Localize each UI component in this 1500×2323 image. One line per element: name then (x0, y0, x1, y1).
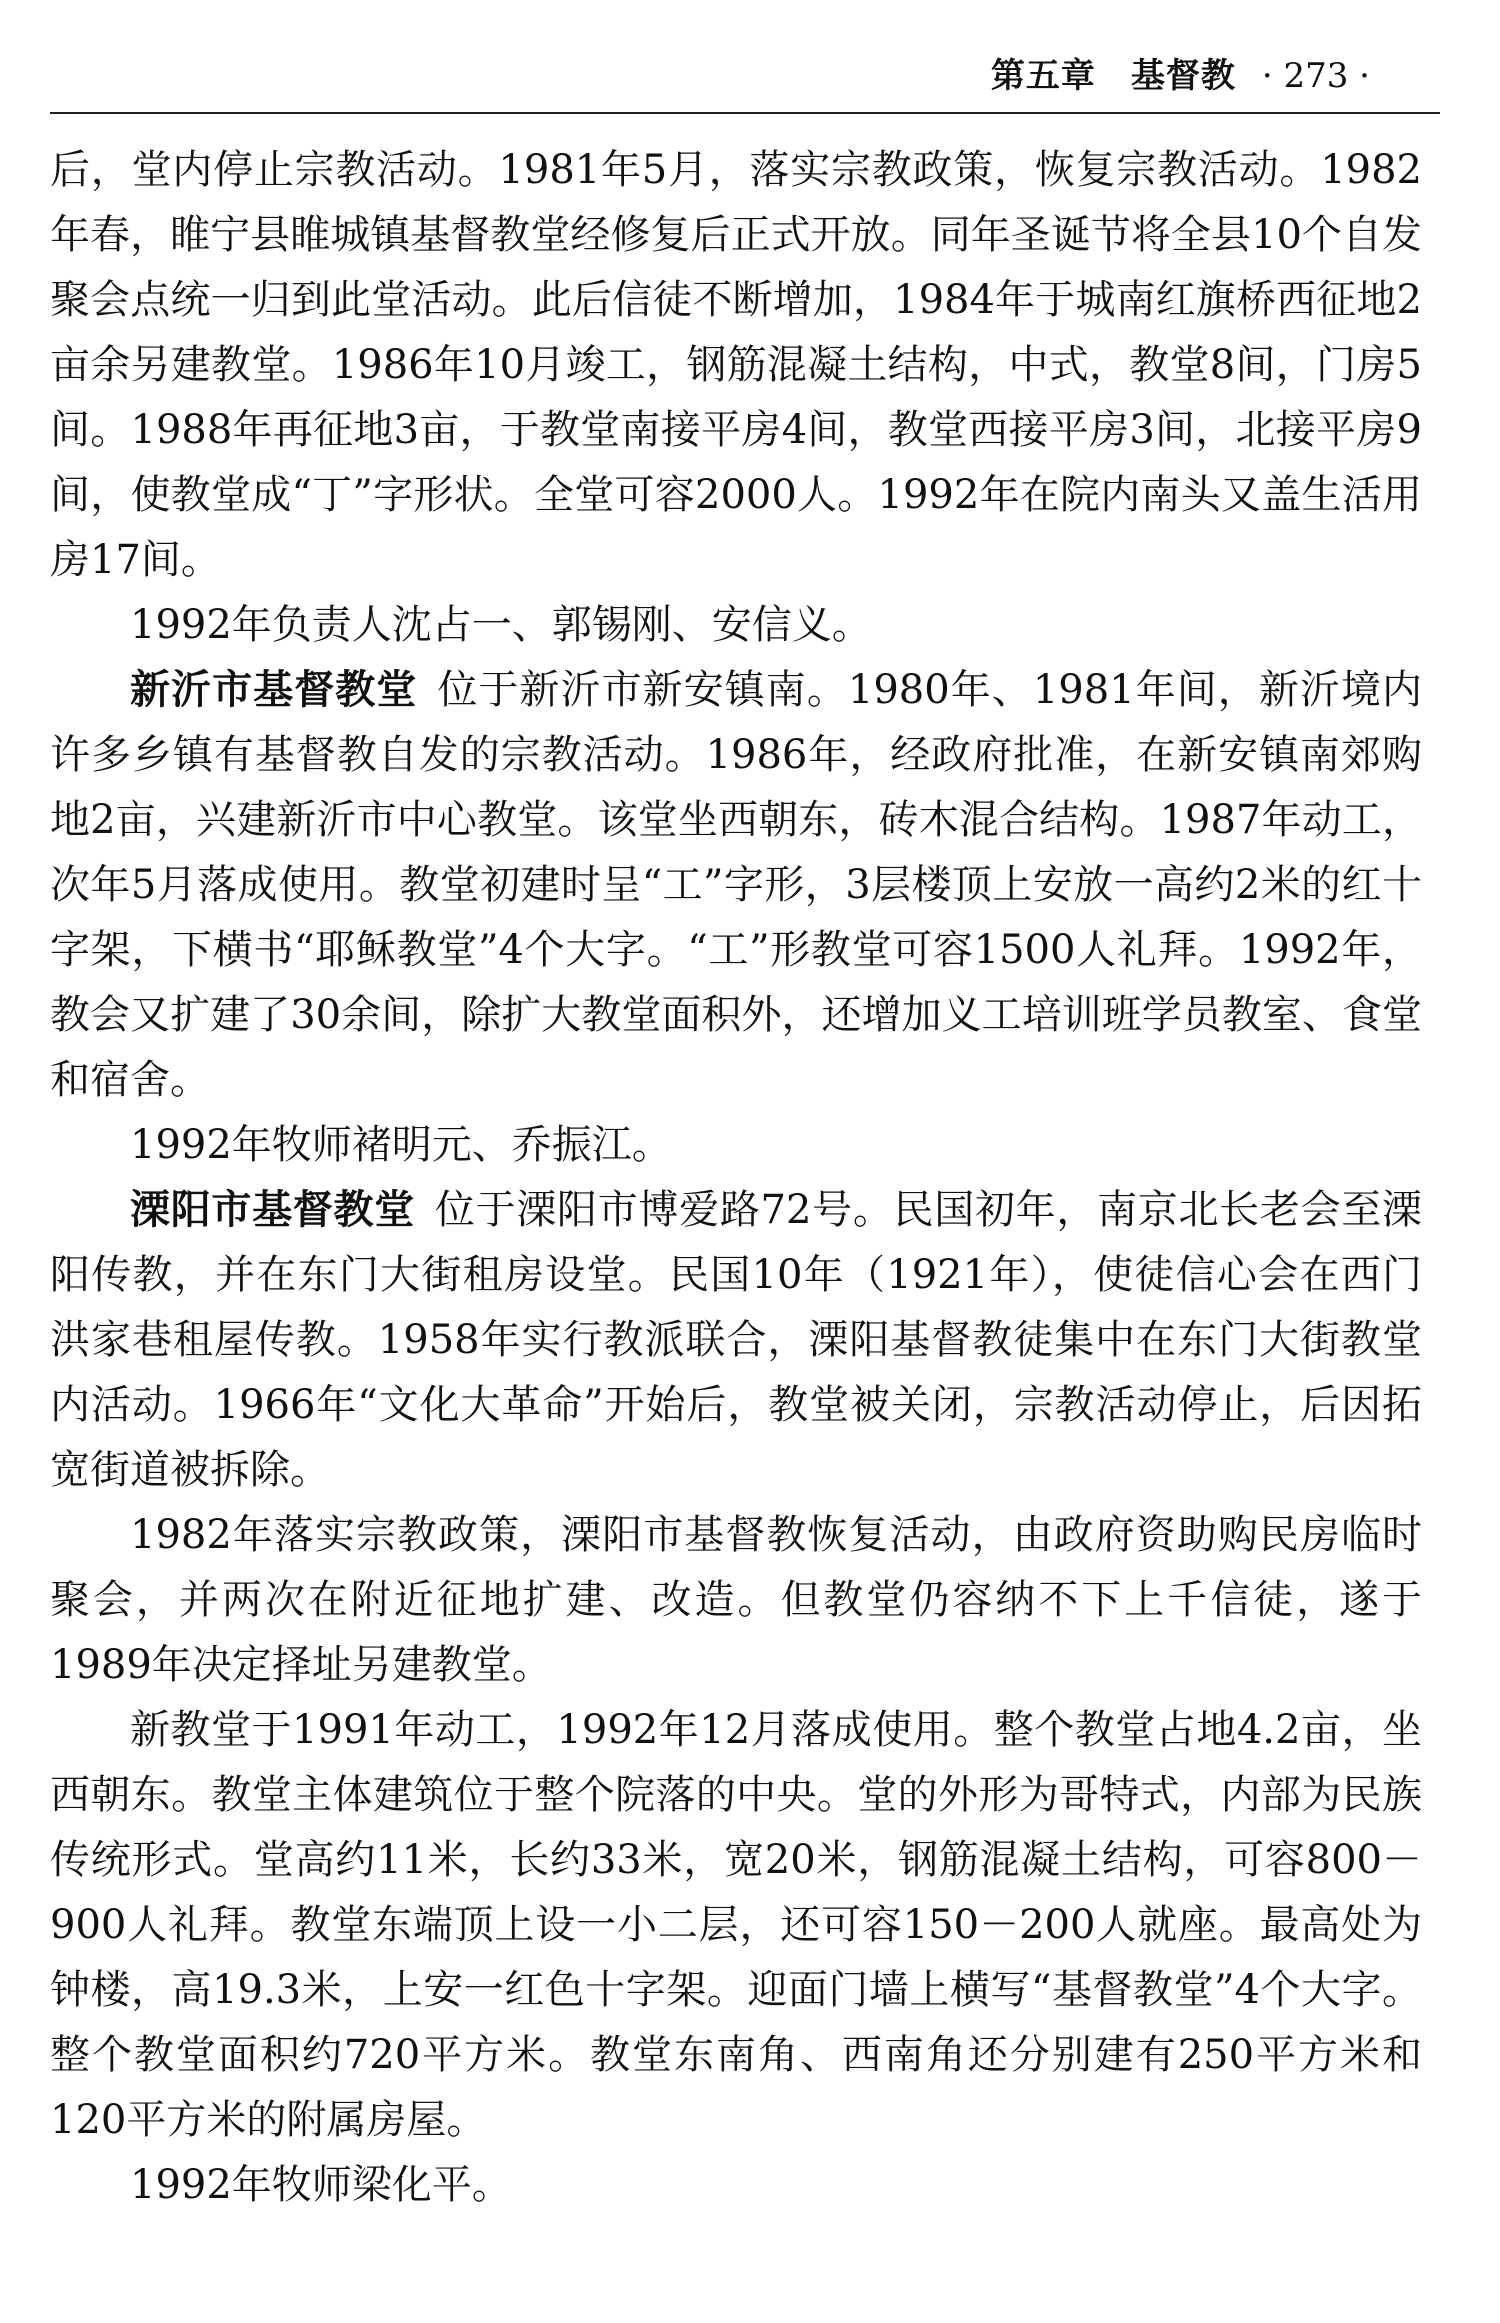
paragraph-text: 1992年牧师褚明元、乔振江。 (130, 1122, 672, 1168)
header-rule (50, 112, 1440, 114)
paragraph-text: 后，堂内停止宗教活动。1981年5月，落实宗教政策，恢复宗教活动。1982年春，睢宁县睢城镇基督教堂经修复后正式开放。同年圣诞节将全县10个自发聚会点统一归到此堂活动。此后信徒不断增加，1984年于城南红旗桥西征地2亩余另建教堂。1986年10月竣工，钢筋混凝土结构，中式，教堂8间，门房5间。1988年再征地3亩，于教堂南接平房4间，教堂西接平房3间，北接平房9间，使教堂成“丁”字形状。全堂可容2000人。1992年在院内南头又盖生活用房17间。 (50, 147, 1422, 583)
page-number: · 273 · (1261, 56, 1370, 96)
section-heading-liyang-church: 溧阳市基督教堂 (130, 1187, 415, 1233)
paragraph-text: 位于溧阳市博爱路72号。民国初年，南京北长老会至溧阳传教，并在东门大街租房设堂。民国10年（1921年），使徒信心会在西门洪家巷租屋传教。1958年实行教派联合，溧阳基督教徒集中在东门大街教堂内活动。1966年“文化大革命”开始后，教堂被关闭，宗教活动停止，后因拓宽街道被拆除。 (50, 1187, 1422, 1493)
body-text (50, 138, 1422, 2218)
paragraph-text: 1982年落实宗教政策，溧阳市基督教恢复活动，由政府资助购民房临时聚会，并两次在附近征地扩建、改造。但教堂仍容纳不下上千信徒，遂于1989年决定择址另建教堂。 (50, 1512, 1422, 1688)
paragraph-8 (50, 2153, 1422, 2218)
chapter-title: 第五章 基督教 (990, 56, 1236, 96)
paragraph-text: 新教堂于1991年动工，1992年12月落成使用。整个教堂占地4.2亩，坐西朝东。教堂主体建筑位于整个院落的中央。堂的外形为哥特式，内部为民族传统形式。堂高约11米，长约33米，宽20米，钢筋混凝土结构，可容800－900人礼拜。教堂东端顶上设一小二层，还可容150－200人就座。最高处为钟楼，高19.3米，上安一红色十字架。迎面门墙上横写“基督教堂”4个大字。整个教堂面积约720平方米。教堂东南角、西南角还分别建有250平方米和120平方米的附属房屋。 (50, 1707, 1422, 2143)
paragraph-5 (50, 1178, 1422, 1503)
paragraph-1 (50, 138, 1422, 593)
paragraph-7 (50, 1698, 1422, 2153)
paragraph-4 (50, 1113, 1422, 1178)
paragraph-text: 位于新沂市新安镇南。1980年、1981年间，新沂境内许多乡镇有基督教自发的宗教活动。1986年，经政府批准，在新安镇南郊购地2亩，兴建新沂市中心教堂。该堂坐西朝东，砖木混合结构。1987年动工，次年5月落成使用。教堂初建时呈“工”字形，3层楼顶上安放一高约2米的红十字架，下横书“耶稣教堂”4个大字。“工”形教堂可容1500人礼拜。1992年，教会又扩建了30余间，除扩大教堂面积外，还增加义工培训班学员教室、食堂和宿舍。 (50, 667, 1423, 1103)
running-header (991, 56, 1370, 96)
section-heading-xinyi-church: 新沂市基督教堂 (130, 667, 418, 713)
paragraph-2 (50, 593, 1422, 658)
paragraph-3 (50, 658, 1422, 1113)
paragraph-text: 1992年牧师梁化平。 (130, 2162, 512, 2208)
paragraph-text: 1992年负责人沈占一、郭锡刚、安信义。 (130, 602, 872, 648)
paragraph-6 (50, 1503, 1422, 1698)
